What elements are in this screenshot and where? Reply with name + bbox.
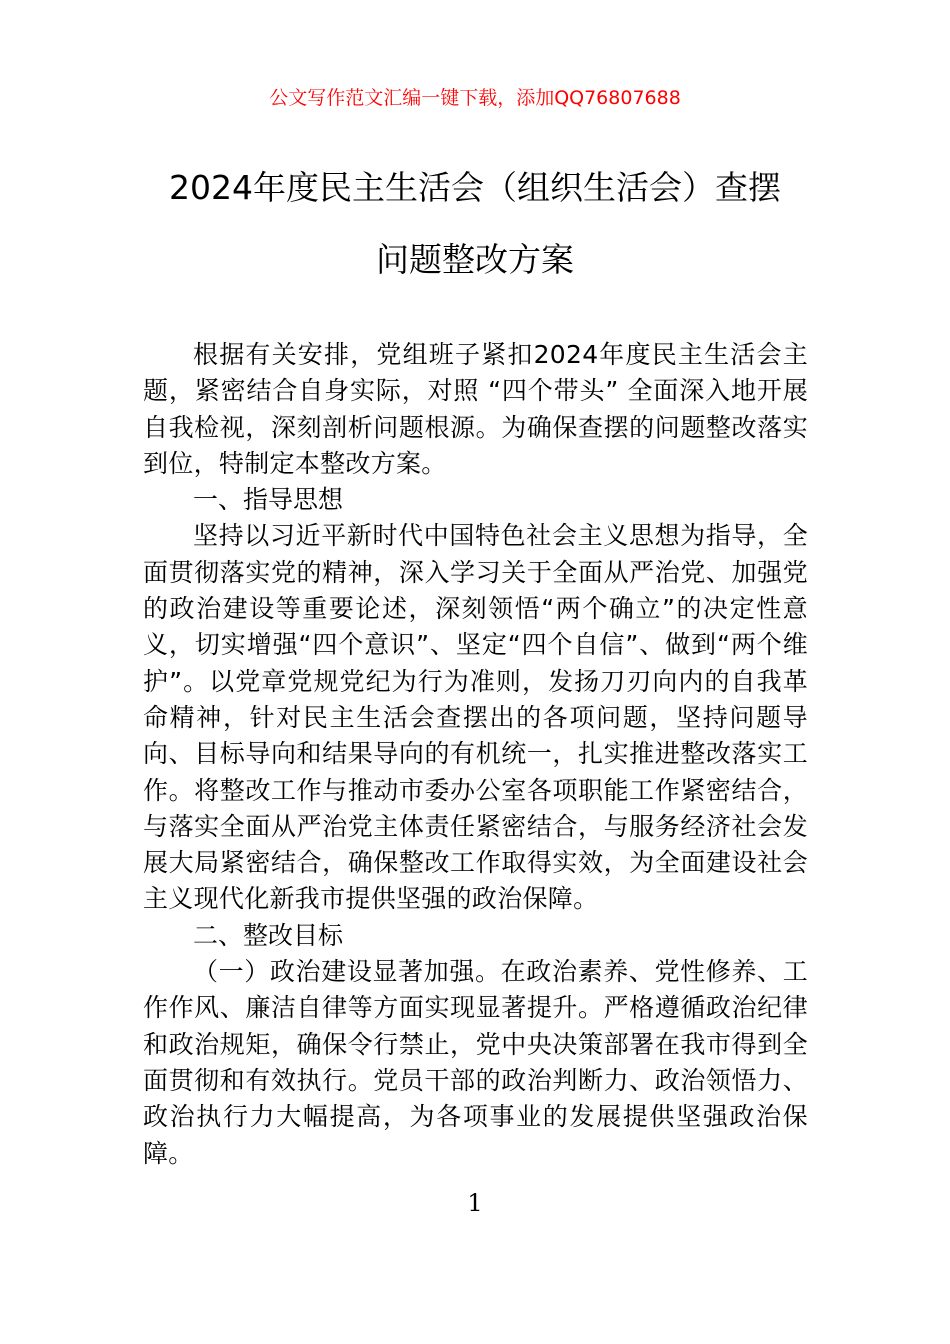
intro-paragraph: 根据有关安排，党组班子紧扣2024年度民主生活会主题，紧密结合自身实际，对照 “四个带头” 全面深入地开展自我检视，深刻剖析问题根源。为确保查摆的问题整改落实到位，特制定本整改方案。	[143, 340, 808, 478]
download-note: 公文写作范文汇编一键下载，添加QQ76807688	[269, 87, 681, 109]
guiding-ideology-paragraph: 坚持以习近平新时代中国特色社会主义思想为指导，全面贯彻落实党的精神，深入学习关于全面从严治党、加强党的政治建设等重要论述，深刻领悟“两个确立”的决定性意义，切实增强“四个意识”、坚定“四个自信”、做到“两个维护”。以党章党规党纪为行为准则，发扬刀刃向内的自我革命精神，针对民主生活会查摆出的各项问题，坚持问题导向、目标导向和结果导向的有机统一，扎实推进整改落实工作。将整改工作与推动市委办公室各项职能工作紧密结合，与落实全面从严治党主体责任紧密结合，与服务经济社会发展大局紧密结合，确保整改工作取得实效，为全面建设社会主义现代化新我市提供坚强的政治保障。	[143, 521, 808, 914]
section-heading-rectification-goals: 二、整改目标	[193, 920, 344, 950]
section-heading-guiding-ideology: 一、指导思想	[193, 485, 344, 515]
document-title-line-1: 2024年度民主生活会（组织生活会）查摆	[169, 168, 781, 207]
document-body	[143, 337, 808, 1172]
document-title	[140, 152, 810, 296]
goal-item-political-building: （一）政治建设显著加强。在政治素养、党性修养、工作作风、廉洁自律等方面实现显著提升。严格遵循政治纪律和政治规矩，确保令行禁止，党中央决策部署在我市得到全面贯彻和有效执行。党员干部的政治判断力、政治领悟力、政治执行力大幅提高，为各项事业的发展提供坚强政治保障。	[143, 957, 808, 1168]
page-number: 1	[467, 1189, 483, 1217]
document-title-line-2: 问题整改方案	[376, 240, 574, 279]
